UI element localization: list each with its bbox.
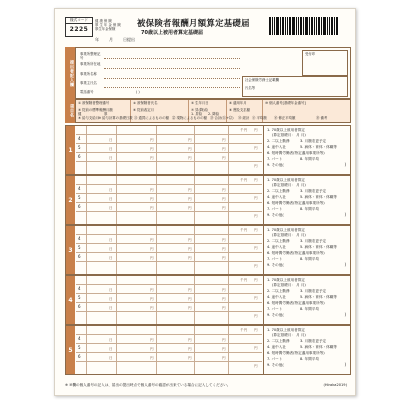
grid-divider bbox=[86, 126, 87, 174]
yen-unit: 円 bbox=[222, 288, 226, 292]
amount-input[interactable] bbox=[118, 135, 148, 142]
yen-unit: 円 bbox=[188, 356, 192, 360]
remark-option[interactable]: 6. 短時間労働者(特定適用事業所等) bbox=[267, 351, 325, 355]
sharoushi-box bbox=[242, 76, 348, 97]
remark-option[interactable]: 9. その他( bbox=[267, 363, 284, 367]
remark-option[interactable]: 5. 病休・育休・休職等 bbox=[300, 145, 337, 149]
yen-unit: 円 bbox=[150, 338, 154, 342]
grid-line bbox=[76, 184, 262, 185]
day-unit: 日 bbox=[109, 347, 113, 351]
header-lower-option: 2. 降給 bbox=[208, 112, 220, 116]
remark-option[interactable]: 5. 病休・育休・休職等 bbox=[300, 345, 337, 349]
total-unit: 円 bbox=[254, 314, 258, 318]
yen-unit: 円 bbox=[150, 238, 154, 242]
yen-unit: 円 bbox=[222, 347, 226, 351]
pay-month-label: 6 bbox=[78, 354, 81, 359]
total-unit: 円 bbox=[254, 128, 258, 132]
grid-line bbox=[76, 311, 262, 312]
yen-unit: 円 bbox=[150, 206, 154, 210]
amount-input[interactable] bbox=[118, 344, 148, 351]
insurance-type-notes bbox=[95, 19, 125, 31]
remark-option[interactable]: 3. 月額変更予定 bbox=[300, 339, 327, 343]
remark-option[interactable]: 1. 70歳以上被用者算定 bbox=[267, 178, 305, 182]
remark-option[interactable]: 8. 年間平均 bbox=[300, 157, 319, 161]
pay-month-label: 6 bbox=[78, 304, 81, 309]
remarks-column bbox=[263, 276, 350, 324]
grid-divider bbox=[156, 126, 157, 174]
grid-line bbox=[76, 193, 262, 194]
remark-option[interactable]: (算定基礎月： 月 月) bbox=[272, 283, 306, 287]
grid-line bbox=[76, 252, 262, 253]
row-number: 2 bbox=[66, 176, 75, 224]
day-unit: 日 bbox=[109, 156, 113, 160]
header-birthdate: ③ 生年月日 bbox=[191, 101, 209, 105]
remarks-column bbox=[263, 226, 350, 274]
remarks-column bbox=[263, 176, 350, 224]
grid-divider bbox=[194, 326, 195, 374]
yen-unit: 円 bbox=[222, 356, 226, 360]
remark-option[interactable]: (算定基礎月： 月 月) bbox=[272, 233, 306, 237]
thousand-unit: 千円 bbox=[240, 228, 248, 232]
day-unit: 日 bbox=[109, 288, 113, 292]
pay-month-label: 4 bbox=[78, 236, 81, 241]
grid-line bbox=[76, 361, 262, 362]
yen-unit: 円 bbox=[150, 156, 154, 160]
remarks-column bbox=[263, 126, 350, 174]
amount-input[interactable] bbox=[118, 235, 148, 242]
remark-option[interactable]: 3. 月額変更予定 bbox=[300, 139, 327, 143]
header-note: 厚生年金保険 bbox=[95, 27, 116, 31]
remark-option[interactable]: (算定基礎月： 月 月) bbox=[272, 333, 306, 337]
remark-option[interactable]: 8. 年間平均 bbox=[300, 257, 319, 261]
header-raise: ⑦ 昇(降)給 bbox=[191, 108, 208, 112]
amount-input[interactable] bbox=[118, 335, 148, 342]
header-personal-number: ⑩ 個人番号[基礎年金番号] bbox=[265, 101, 306, 105]
remark-option[interactable]: (算定基礎月： 月 月) bbox=[272, 133, 306, 137]
grid-divider bbox=[228, 326, 229, 374]
total-unit: 円 bbox=[254, 196, 258, 200]
amount-input[interactable] bbox=[118, 194, 148, 201]
yen-unit: 円 bbox=[150, 188, 154, 192]
pay-month-label: 6 bbox=[78, 254, 81, 259]
remark-option[interactable]: 4. 途中入社 bbox=[267, 195, 286, 199]
receipt-label: 受付印 bbox=[305, 52, 316, 56]
grid-divider bbox=[228, 176, 229, 224]
insured-row bbox=[65, 125, 351, 175]
total-unit: 円 bbox=[254, 264, 258, 268]
pay-grid bbox=[76, 276, 262, 324]
pay-month-label: 4 bbox=[78, 336, 81, 341]
grid-line bbox=[76, 134, 262, 135]
grid-line bbox=[76, 334, 262, 335]
remark-option[interactable]: 3. 月額変更予定 bbox=[300, 189, 327, 193]
sharoushi-label: 社会保険労務士記載欄 bbox=[245, 78, 279, 82]
grid-divider bbox=[116, 226, 117, 274]
yen-unit: 円 bbox=[188, 238, 192, 242]
remark-option[interactable]: 6. 短時間労働者(特定適用事業所等) bbox=[267, 201, 325, 205]
submitter-section bbox=[75, 47, 351, 99]
pay-month-label: 4 bbox=[78, 286, 81, 291]
office-code-field[interactable] bbox=[104, 51, 240, 59]
total-unit: 円 bbox=[254, 214, 258, 218]
grid-divider bbox=[116, 126, 117, 174]
insured-row bbox=[65, 225, 351, 275]
header-retroactive: ⑧ 遡及支払額 bbox=[229, 108, 251, 112]
remark-option[interactable]: 7. パート bbox=[267, 357, 283, 361]
grid-divider bbox=[86, 226, 87, 274]
form-sheet bbox=[54, 8, 356, 396]
day-unit: 日 bbox=[109, 188, 113, 192]
total-unit: 円 bbox=[254, 164, 258, 168]
office-name-field[interactable] bbox=[104, 71, 240, 79]
day-unit: 日 bbox=[109, 197, 113, 201]
yen-unit: 円 bbox=[150, 197, 154, 201]
yen-unit: 円 bbox=[150, 306, 154, 310]
remark-closing-paren: ) bbox=[344, 362, 346, 367]
header-note: 厚 生 年 金 保 険 bbox=[95, 23, 121, 27]
yen-unit: 円 bbox=[188, 247, 192, 251]
footer-note: ※ ⑩欄の個人番号の記入は、届出の提出時点で個人番号の確認が出来ている場合に記入してください。 bbox=[65, 383, 231, 387]
remark-option[interactable]: 1. 70歳以上被用者算定 bbox=[267, 228, 305, 232]
grid-line bbox=[76, 261, 262, 262]
form-code-number: 2225 bbox=[69, 26, 89, 33]
grid-divider bbox=[116, 326, 117, 374]
total-unit: 円 bbox=[254, 246, 258, 250]
pay-month-label: 4 bbox=[78, 186, 81, 191]
pay-month-label: 6 bbox=[78, 204, 81, 209]
date-day-label: 日提出 bbox=[123, 37, 135, 42]
yen-unit: 円 bbox=[222, 197, 226, 201]
remark-option[interactable]: 2. 二以上勤務 bbox=[267, 289, 290, 293]
grid-line bbox=[76, 284, 262, 285]
yen-unit: 円 bbox=[188, 297, 192, 301]
day-unit: 日 bbox=[109, 306, 113, 310]
day-unit: 日 bbox=[109, 138, 113, 142]
remark-option[interactable]: 2. 二以上勤務 bbox=[267, 339, 290, 343]
form-code-box bbox=[65, 17, 93, 37]
header-total: ⑭ 総計 bbox=[238, 116, 250, 120]
amount-input[interactable] bbox=[118, 353, 148, 360]
remark-option[interactable]: 3. 月額変更予定 bbox=[300, 289, 327, 293]
day-unit: 日 bbox=[109, 256, 113, 260]
remark-option[interactable]: 2. 二以上勤務 bbox=[267, 239, 290, 243]
pay-grid bbox=[76, 326, 262, 374]
date-year-label: 年 bbox=[95, 37, 99, 42]
header-health-mark: 健 bbox=[78, 112, 82, 116]
yen-unit: 円 bbox=[188, 256, 192, 260]
remark-option[interactable]: 9. その他( bbox=[267, 263, 284, 267]
yen-unit: 円 bbox=[188, 188, 192, 192]
insured-row bbox=[65, 175, 351, 225]
total-unit: 円 bbox=[254, 296, 258, 300]
header-note: 健 康 保 険 bbox=[95, 19, 112, 23]
employer-name-label: 事業主氏名 bbox=[80, 81, 97, 85]
yen-unit: 円 bbox=[150, 138, 154, 142]
header-remarks: ⑱ 備考 bbox=[316, 116, 328, 120]
grid-divider bbox=[194, 176, 195, 224]
header-average: ⑮ 平均額 bbox=[252, 116, 267, 120]
yen-unit: 円 bbox=[222, 156, 226, 160]
insured-row bbox=[65, 275, 351, 325]
grid-divider bbox=[228, 126, 229, 174]
row-number: 5 bbox=[66, 326, 75, 374]
remark-option[interactable]: 1. 70歳以上被用者算定 bbox=[267, 128, 305, 132]
day-unit: 日 bbox=[109, 206, 113, 210]
receipt-stamp-box bbox=[302, 50, 348, 76]
yen-unit: 円 bbox=[188, 206, 192, 210]
remark-closing-paren: ) bbox=[344, 212, 346, 217]
office-code-label: 事業所整理記号 bbox=[80, 52, 101, 60]
yen-unit: 円 bbox=[222, 147, 226, 151]
remark-option[interactable]: 6. 短時間労働者(特定適用事業所等) bbox=[267, 151, 325, 155]
footer-code: (Hiraka2019) bbox=[323, 383, 347, 387]
office-address-label: 事業所所在地 bbox=[80, 62, 101, 66]
header-base-days: ⑩ 給与計算の基礎日数 bbox=[98, 116, 133, 120]
remark-option[interactable]: 8. 年間平均 bbox=[300, 307, 319, 311]
day-unit: 日 bbox=[109, 247, 113, 251]
remark-option[interactable]: 9. その他( bbox=[267, 313, 284, 317]
pay-month-label: 4 bbox=[78, 136, 81, 141]
grid-divider bbox=[228, 276, 229, 324]
grid-divider bbox=[156, 226, 157, 274]
remark-option[interactable]: 2. 二以上勤務 bbox=[267, 139, 290, 143]
amount-input[interactable] bbox=[118, 285, 148, 292]
sharoushi-name-label: 氏名等 bbox=[245, 86, 256, 90]
thousand-unit: 千円 bbox=[240, 128, 248, 132]
remark-option[interactable]: 7. パート bbox=[267, 157, 283, 161]
submitter-section-label: 提出者記入欄 bbox=[65, 47, 75, 99]
grid-divider bbox=[228, 226, 229, 274]
yen-unit: 円 bbox=[150, 147, 154, 151]
day-unit: 日 bbox=[109, 297, 113, 301]
grid-line bbox=[76, 302, 262, 303]
pay-month-label: 5 bbox=[78, 345, 81, 350]
remark-closing-paren: ) bbox=[344, 162, 346, 167]
header-inkind-amount: ⑫ 現物によるものの額 bbox=[172, 116, 207, 120]
yen-unit: 円 bbox=[188, 138, 192, 142]
grid-line bbox=[76, 234, 262, 235]
pay-month-label: 5 bbox=[78, 195, 81, 200]
amount-input[interactable] bbox=[118, 203, 148, 210]
amount-input[interactable] bbox=[118, 144, 148, 151]
remark-option[interactable]: 4. 途中入社 bbox=[267, 245, 286, 249]
employer-name-field[interactable] bbox=[104, 80, 240, 88]
day-unit: 日 bbox=[109, 356, 113, 360]
day-unit: 日 bbox=[109, 147, 113, 151]
header-sum: ⑬ 合計(⑪+⑫) bbox=[210, 116, 234, 120]
yen-unit: 円 bbox=[188, 197, 192, 201]
yen-unit: 円 bbox=[150, 247, 154, 251]
yen-unit: 円 bbox=[222, 256, 226, 260]
phone-field[interactable]: ( ) bbox=[136, 90, 140, 94]
header-raise-option: 1. 昇給 bbox=[191, 112, 203, 116]
header-adjusted-average: ⑯ 修正平均額 bbox=[274, 116, 296, 120]
remark-option[interactable]: 4. 途中入社 bbox=[267, 345, 286, 349]
pay-month-label: 5 bbox=[78, 145, 81, 150]
remark-option[interactable]: (算定基礎月： 月 月) bbox=[272, 183, 306, 187]
row-number: 1 bbox=[66, 126, 75, 174]
remark-option[interactable]: 6. 短時間労働者(特定適用事業所等) bbox=[267, 251, 325, 255]
pay-month-label: 5 bbox=[78, 245, 81, 250]
remark-option[interactable]: 3. 月額変更予定 bbox=[300, 239, 327, 243]
office-address-field[interactable] bbox=[104, 61, 240, 69]
yen-unit: 円 bbox=[222, 206, 226, 210]
insured-row bbox=[65, 325, 351, 375]
remarks-column bbox=[263, 326, 350, 374]
header-insured-name: ② 被保険者氏名 bbox=[133, 101, 158, 105]
yen-unit: 円 bbox=[150, 297, 154, 301]
grid-line bbox=[76, 243, 262, 244]
total-unit: 円 bbox=[254, 328, 258, 332]
total-unit: 円 bbox=[254, 178, 258, 182]
submission-date bbox=[95, 37, 135, 42]
grid-line bbox=[76, 143, 262, 144]
remark-option[interactable]: 5. 病休・育休・休職等 bbox=[300, 195, 337, 199]
yen-unit: 円 bbox=[150, 256, 154, 260]
header-pension-mark: 厚 bbox=[104, 112, 108, 116]
grid-divider bbox=[194, 126, 195, 174]
column-header-strip bbox=[75, 99, 351, 123]
remark-option[interactable]: 4. 途中入社 bbox=[267, 295, 286, 299]
grid-divider bbox=[116, 276, 117, 324]
items-section-label: 項目名 bbox=[65, 99, 75, 123]
header-currency-amount: ⑪ 通貨によるものの額 bbox=[134, 116, 169, 120]
header-pay-month: ⑨ 給与支給月 bbox=[78, 116, 100, 120]
amount-input[interactable] bbox=[118, 253, 148, 260]
remark-option[interactable]: 6. 短時間労働者(特定適用事業所等) bbox=[267, 301, 325, 305]
remark-option[interactable]: 4. 途中入社 bbox=[267, 145, 286, 149]
pay-grid bbox=[76, 176, 262, 224]
thousand-unit: 千円 bbox=[240, 278, 248, 282]
grid-line bbox=[76, 352, 262, 353]
remark-closing-paren: ) bbox=[344, 312, 346, 317]
header-applicable-month: ④ 適用年月 bbox=[229, 101, 247, 105]
grid-line bbox=[76, 293, 262, 294]
header-prev-standard: ⑤ 従前の標準報酬月額 bbox=[78, 108, 113, 112]
total-unit: 円 bbox=[254, 346, 258, 350]
yen-unit: 円 bbox=[222, 247, 226, 251]
yen-unit: 円 bbox=[188, 156, 192, 160]
grid-divider bbox=[156, 276, 157, 324]
pay-grid bbox=[76, 126, 262, 174]
remark-option[interactable]: 2. 二以上勤務 bbox=[267, 189, 290, 193]
office-name-label: 事業所名称 bbox=[80, 72, 97, 76]
yen-unit: 円 bbox=[222, 188, 226, 192]
total-unit: 円 bbox=[254, 278, 258, 282]
amount-input[interactable] bbox=[118, 244, 148, 251]
yen-unit: 円 bbox=[222, 306, 226, 310]
thousand-unit: 千円 bbox=[240, 178, 248, 182]
yen-unit: 円 bbox=[188, 347, 192, 351]
remark-option[interactable]: 9. その他( bbox=[267, 213, 284, 217]
form-subtitle: 70歳以上被用者算定基礎届 bbox=[141, 30, 203, 36]
amount-input[interactable] bbox=[118, 153, 148, 160]
remark-option[interactable]: 8. 年間平均 bbox=[300, 357, 319, 361]
grid-divider bbox=[86, 326, 87, 374]
total-unit: 円 bbox=[254, 364, 258, 368]
row-number: 4 bbox=[66, 276, 75, 324]
yen-unit: 円 bbox=[150, 347, 154, 351]
yen-unit: 円 bbox=[222, 238, 226, 242]
remark-option[interactable]: 7. パート bbox=[267, 257, 283, 261]
grid-line bbox=[76, 152, 262, 153]
total-unit: 円 bbox=[254, 146, 258, 150]
total-unit: 円 bbox=[254, 228, 258, 232]
row-number: 3 bbox=[66, 226, 75, 274]
day-unit: 日 bbox=[109, 338, 113, 342]
yen-unit: 円 bbox=[188, 147, 192, 151]
yen-unit: 円 bbox=[188, 338, 192, 342]
remark-option[interactable]: 1. 70歳以上被用者算定 bbox=[267, 328, 305, 332]
grid-divider bbox=[86, 276, 87, 324]
grid-line bbox=[76, 161, 262, 162]
pay-grid bbox=[76, 226, 262, 274]
grid-line bbox=[76, 211, 262, 212]
amount-input[interactable] bbox=[118, 303, 148, 310]
grid-line bbox=[76, 343, 262, 344]
grid-divider bbox=[116, 176, 117, 224]
remark-option[interactable]: 5. 病休・育休・休職等 bbox=[300, 295, 337, 299]
grid-divider bbox=[86, 176, 87, 224]
form-code-caption: 様式コード bbox=[66, 18, 92, 24]
remark-closing-paren: ) bbox=[344, 262, 346, 267]
phone-label: 電話番号 bbox=[80, 90, 94, 94]
yen-unit: 円 bbox=[222, 297, 226, 301]
yen-unit: 円 bbox=[188, 288, 192, 292]
pay-month-label: 6 bbox=[78, 154, 81, 159]
header-prev-revision: ⑥ 従前改定月 bbox=[133, 108, 155, 112]
grid-divider bbox=[194, 276, 195, 324]
amount-input[interactable] bbox=[118, 185, 148, 192]
pay-month-label: 5 bbox=[78, 295, 81, 300]
barcode bbox=[269, 17, 349, 35]
remark-option[interactable]: 9. その他( bbox=[267, 163, 284, 167]
grid-divider bbox=[156, 176, 157, 224]
header-insured-number: ① 被保険者整理番号 bbox=[78, 101, 110, 105]
grid-divider bbox=[194, 226, 195, 274]
remark-option[interactable]: 7. パート bbox=[267, 307, 283, 311]
thousand-unit: 千円 bbox=[240, 328, 248, 332]
grid-divider bbox=[156, 326, 157, 374]
yen-unit: 円 bbox=[222, 138, 226, 142]
day-unit: 日 bbox=[109, 238, 113, 242]
date-month-label: 月 bbox=[109, 37, 113, 42]
grid-line bbox=[76, 202, 262, 203]
yen-unit: 円 bbox=[222, 338, 226, 342]
amount-input[interactable] bbox=[118, 294, 148, 301]
yen-unit: 円 bbox=[150, 288, 154, 292]
remark-option[interactable]: 7. パート bbox=[267, 207, 283, 211]
remark-option[interactable]: 8. 年間平均 bbox=[300, 207, 319, 211]
remark-option[interactable]: 5. 病休・育休・休職等 bbox=[300, 245, 337, 249]
form-title: 被保険者報酬月額算定基礎届 bbox=[137, 18, 250, 28]
remark-option[interactable]: 1. 70歳以上被用者算定 bbox=[267, 278, 305, 282]
yen-unit: 円 bbox=[150, 356, 154, 360]
yen-unit: 円 bbox=[188, 306, 192, 310]
